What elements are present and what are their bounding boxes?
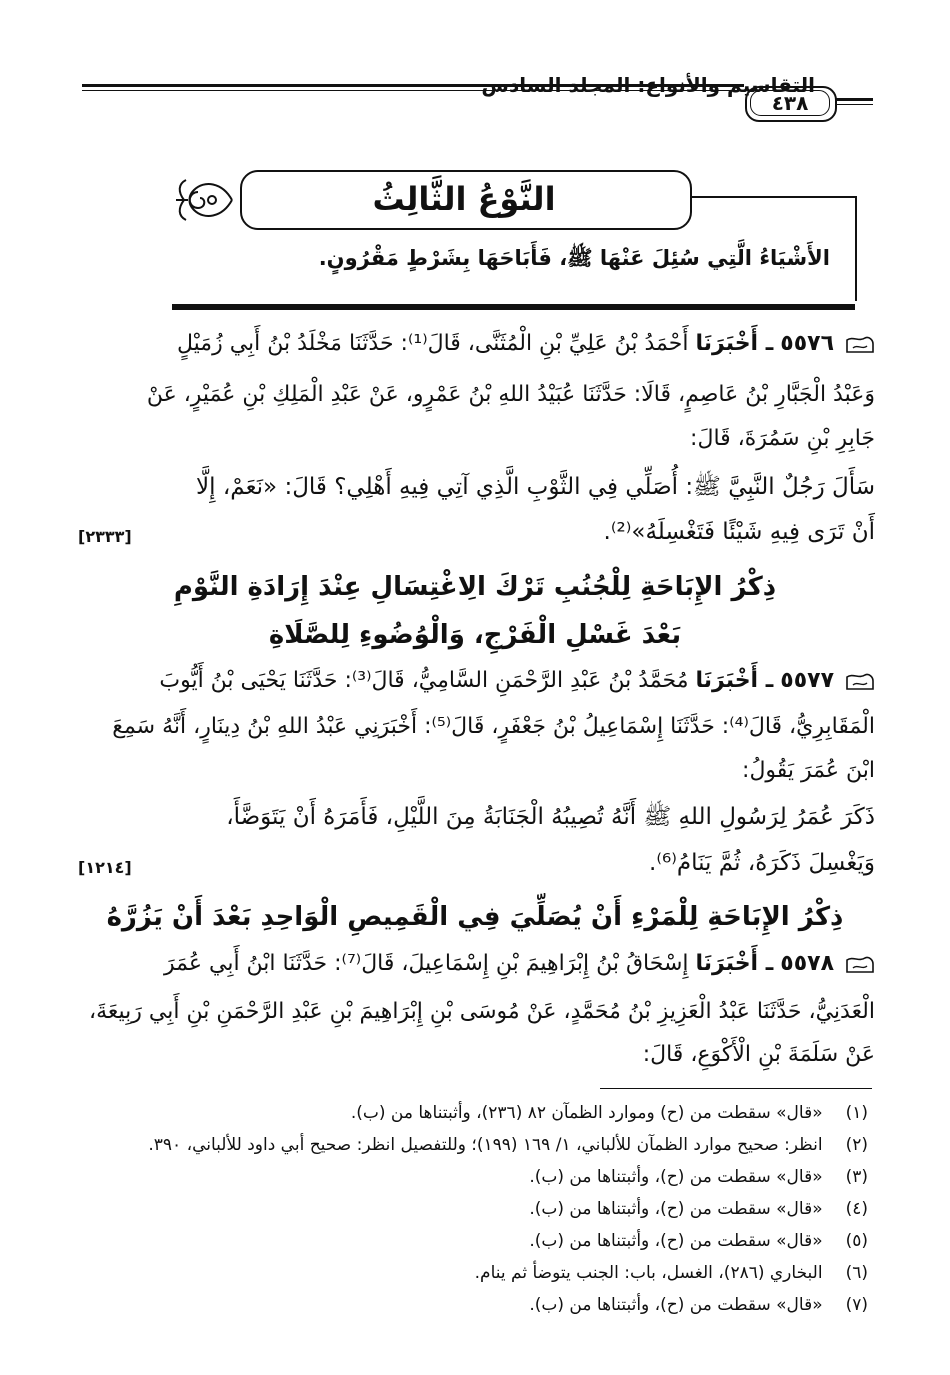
footnote-number: (٧) (845, 1295, 868, 1315)
footnote-1 (68, 1098, 868, 1128)
footnote-number: (٤) (845, 1199, 868, 1219)
hadith-5577-matn-line-2: وَيَغْسِلَ ذَكَرَهُ، ثُمَّ يَنَامُ⁽⁶⁾. (649, 850, 875, 876)
footnote-text: «قال» سقطت من (ح)، وأثبتناها من (ب). (529, 1295, 823, 1315)
hadith-number: ٥٥٧٧ (780, 668, 834, 693)
hadith-text: مُحَمَّدُ بْنُ عَبْدِ الرَّحْمَنِ السَّامِيُّ، قَالَ⁽³⁾: حَدَّثَنَا يَحْيَى بْنُ أَيُّوبَ (159, 668, 689, 693)
hadith-5577-isnad-line-1: ٥٥٧٧ ـ أَخْبَرَنَا مُحَمَّدُ بْنُ عَبْدِ الرَّحْمَنِ السَّامِيُّ، قَالَ⁽³⁾: حَدَّثَنَا يَحْيَى بْنُ أَيُّوبَ (75, 664, 875, 698)
hadith-text: أَحْمَدُ بْنُ عَلِيِّ بْنِ الْمُثَنَّى، قَالَ⁽¹⁾: حَدَّثَنَا مَخْلَدُ بْنُ أَبِي زُمَيْلٍ (177, 331, 689, 356)
footnote-number: (١) (845, 1103, 868, 1123)
floral-ornament-icon (174, 172, 236, 228)
hadith-5578-isnad-line-1: ٥٥٧٨ ـ أَخْبَرَنَا إِسْحَاقُ بْنُ إِبْرَاهِيمَ بْنِ إِسْمَاعِيلَ، قَالَ⁽⁷⁾: حَدَّثَنَا ابْنُ أَبِي عُمَرَ (75, 947, 875, 981)
hadith-5576-matn-line-2: أَنْ تَرَى فِيهِ شَيْئًا فَتَغْسِلَهُ»⁽²⁾. (603, 519, 875, 545)
header-rule-thin (82, 90, 744, 91)
page-number: ٤٣٨ (750, 90, 830, 116)
chapter-frame-right (855, 196, 857, 301)
running-header-title: التقاسيم والأنواع: المجلد السادس (481, 73, 815, 97)
hadith-marker-icon (845, 954, 875, 974)
footnote-7 (68, 1290, 868, 1320)
header-rule-short (835, 98, 873, 101)
hadith-5576-isnad-line-1: ٥٥٧٦ ـ أَخْبَرَنَا أَحْمَدُ بْنُ عَلِيِّ بْنِ الْمُثَنَّى، قَالَ⁽¹⁾: حَدَّثَنَا مَخْلَدُ بْنُ أَبِي زُمَيْلٍ (75, 327, 875, 361)
header-rule (82, 84, 744, 87)
footnote-2 (68, 1130, 868, 1160)
hadith-5577-reference: [١٢١٤] (78, 858, 132, 877)
footnote-text: «قال» سقطت من (ح)، وأثبتناها من (ب). (529, 1231, 823, 1251)
chapter-subtitle: الأَشْيَاءُ الَّتِي سُئِلَ عَنْهَا ﷺ، فَأَبَاحَهَا بِشَرْطٍ مَقْرُونٍ. (318, 246, 830, 270)
footnote-6 (68, 1258, 868, 1288)
hadith-5577-isnad-line-3: ابْنَ عُمَرَ يَقُولُ: (742, 758, 875, 783)
hadith-marker-icon (845, 334, 875, 354)
footnote-text: البخاري (٢٨٦)، الغسل، باب: الجنب يتوضأ ثم ينام. (474, 1263, 823, 1283)
hadith-5576-matn-line-1: سَأَلَ رَجُلٌ النَّبِيَّ ﷺ: أُصَلِّي فِي الثَّوْبِ الَّذِي آتِي فِيهِ أَهْلِي؟ قَالَ: «نَعَمْ، إِلَّا (196, 474, 875, 500)
hadith-number: ٥٥٧٨ (780, 951, 834, 976)
footnote-text: انظر: صحيح موارد الظمآن للألباني، ١/ ١٦٩ (١٩٩)؛ وللتفصيل انظر: صحيح أبي داود للألباني، ٣٩٠. (148, 1135, 823, 1155)
hadith-lead-word: أَخْبَرَنَا (695, 951, 759, 976)
footnote-text: «قال» سقطت من (ح)، وأثبتناها من (ب). (529, 1167, 823, 1187)
footnote-number: (٦) (845, 1263, 868, 1283)
footnote-4 (68, 1194, 868, 1224)
hadith-5577-matn-line-1: ذَكَرَ عُمَرُ لِرَسُولِ اللهِ ﷺ أَنَّهُ تُصِيبُهُ الْجَنَابَةُ مِنَ اللَّيْلِ، فَأَمَرَهُ أَنْ يَتَوَضَّأَ، (226, 804, 875, 830)
footnote-5 (68, 1226, 868, 1256)
hadith-5577-isnad-line-2: الْمَقَابِرِيُّ، قَالَ⁽⁴⁾: حَدَّثَنَا إِسْمَاعِيلُ بْنُ جَعْفَرٍ، قَالَ⁽⁵⁾: أَخْبَرَنِي عَبْدُ اللهِ بْنُ دِينَارٍ، أَنَّهُ سَمِعَ (112, 714, 875, 739)
footnote-text: «قال» سقطت من (ح)، وأثبتناها من (ب). (529, 1199, 823, 1219)
chapter-frame-top (688, 196, 855, 198)
chapter-title: النَّوْعُ الثَّالِثُ (372, 180, 556, 218)
chapter-frame-bottom-bar (172, 304, 855, 310)
footnote-3 (68, 1162, 868, 1192)
footnote-number: (٢) (845, 1135, 868, 1155)
section-heading-1-line-1: ذِكْرُ الإِبَاحَةِ لِلْجُنُبِ تَرْكَ الِاغْتِسَالِ عِنْدَ إِرَادَةِ النَّوْمِ (173, 572, 777, 602)
hadith-5576-isnad-line-3: جَابِرِ بْنِ سَمُرَةَ، قَالَ: (690, 426, 875, 451)
hadith-text: إِسْحَاقُ بْنُ إِبْرَاهِيمَ بْنِ إِسْمَاعِيلَ، قَالَ⁽⁷⁾: حَدَّثَنَا ابْنُ أَبِي عُمَرَ (164, 951, 689, 976)
hadith-5578-isnad-line-2: الْعَدَنِيُّ، حَدَّثَنَا عَبْدُ الْعَزِيزِ بْنُ مُحَمَّدٍ، عَنْ مُوسَى بْنِ إِبْرَاهِيمَ بْنِ عَبْدِ الرَّحْمَنِ بْنِ أَبِي رَبِيعَةَ، (89, 999, 875, 1024)
hadith-5578-isnad-line-3: عَنْ سَلَمَةَ بْنِ الْأَكْوَعِ، قَالَ: (642, 1042, 875, 1067)
hadith-lead-word: أَخْبَرَنَا (695, 331, 759, 356)
section-heading-2: ذِكْرُ الإِبَاحَةِ لِلْمَرْءِ أَنْ يُصَلِّيَ فِي الْقَمِيصِ الْوَاحِدِ بَعْدَ أَنْ يَزُرَّهُ (106, 902, 844, 932)
header-rule-short-thin (835, 104, 873, 105)
section-heading-1-line-2: بَعْدَ غَسْلِ الْفَرْجِ، وَالْوُضُوءِ لِلصَّلَاةِ (268, 620, 682, 650)
footnote-number: (٣) (845, 1167, 868, 1187)
hadith-number: ٥٥٧٦ (780, 331, 834, 356)
hadith-marker-icon (845, 671, 875, 691)
footnote-text: «قال» سقطت من (ح) وموارد الظمآن ٨٢ (٢٣٦)، وأثبتناها من (ب). (350, 1103, 823, 1123)
footnote-number: (٥) (845, 1231, 868, 1251)
hadith-5576-reference: [٢٣٣٣] (78, 527, 132, 546)
hadith-5576-isnad-line-2: وَعَبْدُ الْجَبَّارِ بْنُ عَاصِمٍ، قَالَا: حَدَّثَنَا عُبَيْدُ اللهِ بْنُ عَمْرٍو، عَنْ عَبْدِ الْمَلِكِ بْنِ عُمَيْرٍ، عَنْ (146, 382, 875, 407)
footnote-separator (600, 1088, 872, 1089)
hadith-lead-word: أَخْبَرَنَا (695, 668, 759, 693)
